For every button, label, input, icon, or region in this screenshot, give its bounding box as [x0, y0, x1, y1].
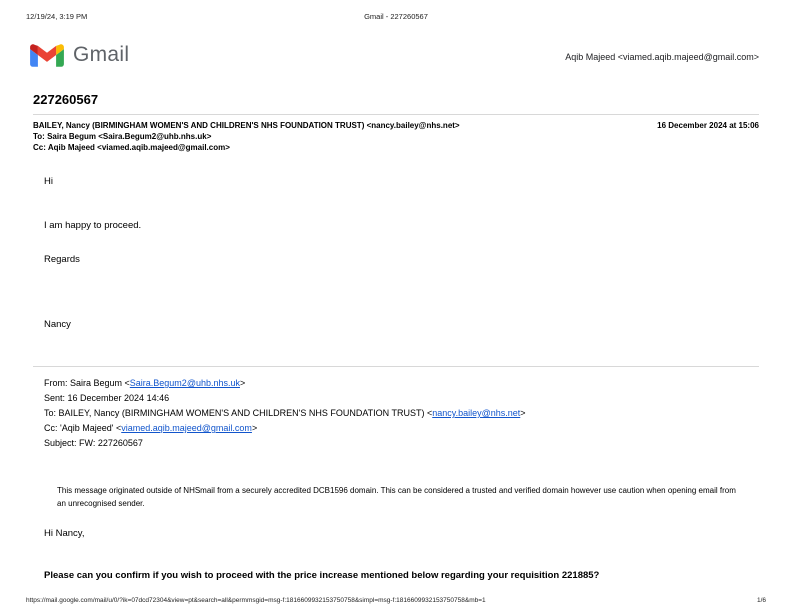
message-header [33, 120, 759, 153]
print-header-title: Gmail - 227260567 [364, 12, 428, 21]
print-header-datetime: 12/19/24, 3:19 PM [26, 12, 88, 21]
quoted-body-greeting: Hi Nancy, [44, 528, 85, 539]
print-footer-page: 1/6 [756, 597, 766, 604]
quoted-subject: Subject: FW: 227260567 [44, 438, 143, 448]
quoted-from-close: > [239, 378, 246, 388]
gmail-brand-row [0, 40, 792, 78]
quoted-from-label: From: Saira Begum < [44, 378, 130, 388]
message-cc: Cc: Aqib Majeed <viamed.aqib.majeed@gmail.com> [33, 143, 230, 152]
quoted-to [44, 406, 526, 421]
gmail-logo [30, 42, 129, 68]
quoted-cc-close: > [251, 423, 258, 433]
page-title: 227260567 [33, 92, 99, 107]
gmail-logo-icon [30, 42, 64, 68]
account-identity: Aqib Majeed <viamed.aqib.majeed@gmail.com> [565, 52, 759, 62]
divider-quoted [33, 366, 759, 367]
quoted-cc [44, 421, 526, 436]
body-greeting: Hi [44, 176, 53, 187]
quoted-sent: Sent: 16 December 2024 14:46 [44, 393, 170, 403]
body-signature: Nancy [44, 319, 71, 330]
print-header [0, 12, 792, 24]
print-footer-url: https://mail.google.com/mail/u/0/?ik=07dcd72304&view=pt&search=all&permmsgid=msg-f:1816609932153750758&simpl=msg-f:1816609932153750758&mb=1 [26, 597, 486, 604]
quoted-cc-link[interactable]: viamed.aqib.majeed@gmail.com [121, 423, 252, 433]
body-signoff: Regards [44, 254, 80, 265]
message-to: To: Saira Begum <Saira.Begum2@uhb.nhs.uk> [33, 132, 212, 141]
quoted-from [44, 376, 526, 391]
quoted-body-question: Please can you confirm if you wish to proceed with the price increase mentioned below regarding your requisition 221885? [44, 570, 600, 581]
quoted-to-link[interactable]: nancy.bailey@nhs.net [432, 408, 521, 418]
message-from: BAILEY, Nancy (BIRMINGHAM WOMEN'S AND CHILDREN'S NHS FOUNDATION TRUST) <nancy.bailey@nhs.net> [33, 121, 460, 130]
quoted-to-label: To: BAILEY, Nancy (BIRMINGHAM WOMEN'S AND CHILDREN'S NHS FOUNDATION TRUST) < [44, 408, 433, 418]
quoted-from-link[interactable]: Saira.Begum2@uhb.nhs.uk [129, 378, 240, 388]
body-line-1: I am happy to proceed. [44, 220, 142, 231]
divider-top [33, 114, 759, 115]
quoted-cc-label: Cc: 'Aqib Majeed' < [44, 423, 122, 433]
print-footer [0, 592, 792, 604]
gmail-wordmark: Gmail [73, 43, 130, 66]
nhsmail-notice: This message originated outside of NHSmail from a securely accredited DCB1596 domain. This can be considered a trusted and verified domain however use caution when opening email from an unrecognised sender. [57, 486, 736, 508]
quoted-message-header [44, 376, 526, 451]
message-date: 16 December 2024 at 15:06 [657, 121, 759, 130]
quoted-to-close: > [520, 408, 526, 418]
